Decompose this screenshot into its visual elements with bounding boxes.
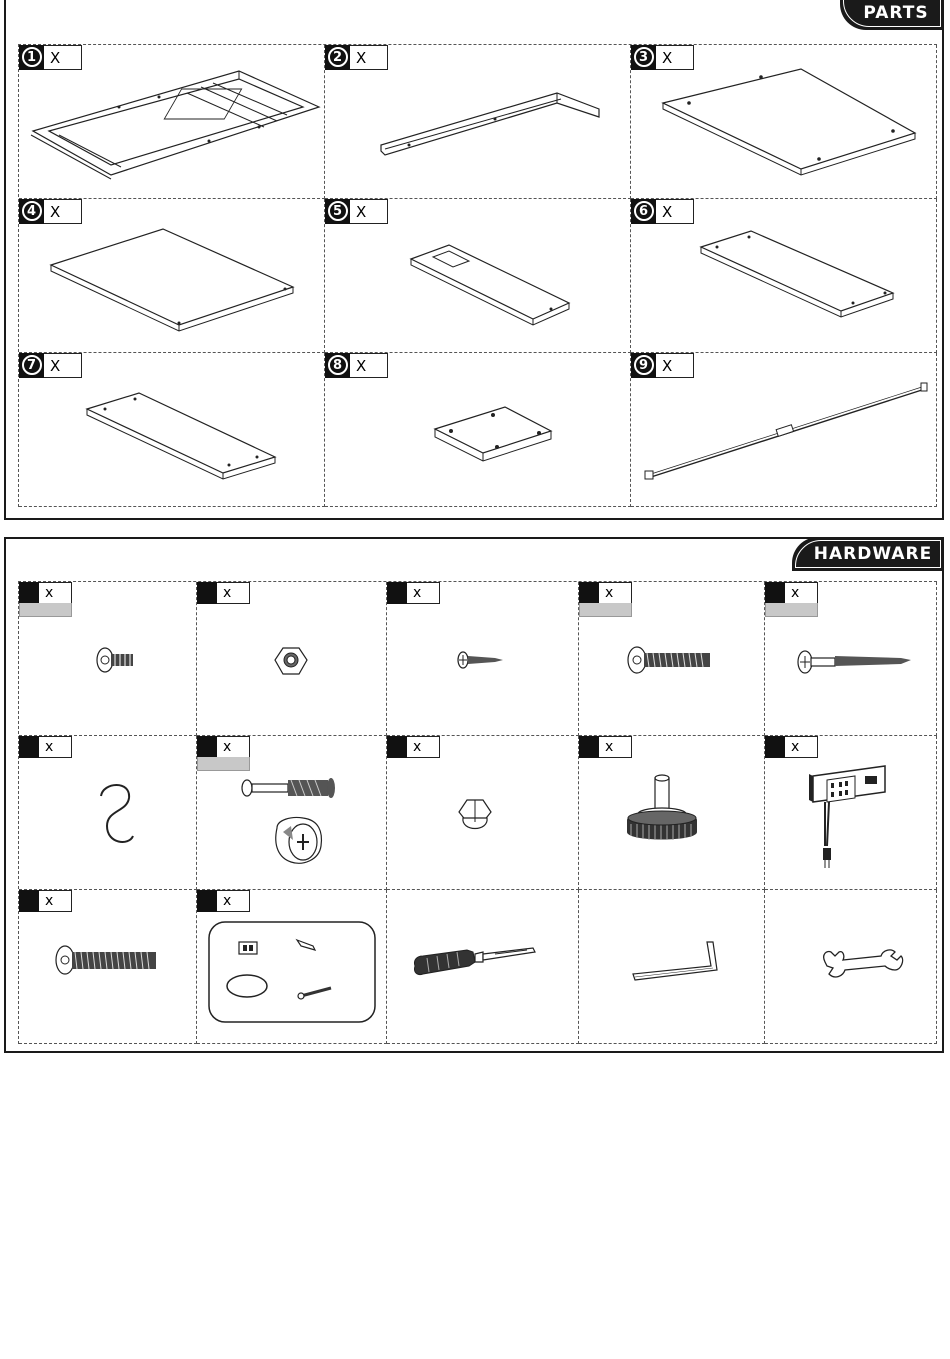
cam-lock-icon [197, 736, 387, 890]
cable-icon [631, 353, 937, 507]
hardware-qty-label: x [19, 582, 72, 604]
part-cell-1 [19, 45, 325, 199]
hardware-qty-label: x [19, 736, 72, 758]
hardware-cell-15 [765, 890, 937, 1044]
s-hook-icon [19, 736, 197, 890]
part-cell-5 [325, 199, 631, 353]
long-bolt-icon [579, 582, 765, 736]
hex-nut-icon [197, 582, 387, 736]
hardware-cell-10 [765, 736, 937, 890]
part-qty-label: 2 X [325, 45, 388, 70]
part-cell-9 [631, 353, 937, 507]
part-qty-label: 4 X [19, 199, 82, 224]
power-outlet-icon [765, 736, 937, 890]
leveling-foot-icon [579, 736, 765, 890]
hardware-qty-label: x [197, 582, 250, 604]
part-cell-8 [325, 353, 631, 507]
hardware-cell-6 [19, 736, 197, 890]
hardware-cell-14 [579, 890, 765, 1044]
hardware-qty-label: x [765, 582, 818, 604]
parts-tab: PARTS [840, 0, 944, 30]
panel-icon [631, 45, 937, 199]
part-qty-label: 5 X [325, 199, 388, 224]
part-cell-6 [631, 199, 937, 353]
parts-grid [18, 44, 937, 507]
part-cell-7 [19, 353, 325, 507]
hardware-cell-1 [19, 582, 197, 736]
wall-anchor-kit-icon [197, 890, 387, 1044]
hardware-cell-8 [387, 736, 579, 890]
hardware-cell-9 [579, 736, 765, 890]
hardware-qty-label: x [197, 890, 250, 912]
hardware-cell-12 [197, 890, 387, 1044]
hardware-cell-11 [19, 890, 197, 1044]
board-icon [19, 353, 325, 507]
board-icon [631, 199, 937, 353]
wrench-icon [765, 890, 937, 1044]
panel-icon [19, 199, 325, 353]
hardware-cell-3 [387, 582, 579, 736]
hardware-qty-label: x [387, 582, 440, 604]
hardware-cell-7 [197, 736, 387, 890]
part-cell-4 [19, 199, 325, 353]
parts-panel [4, 0, 944, 520]
hardware-cell-13 [387, 890, 579, 1044]
hardware-cell-5 [765, 582, 937, 736]
short-bolt-icon [19, 582, 197, 736]
part-cell-2 [325, 45, 631, 199]
hardware-cell-2 [197, 582, 387, 736]
hardware-qty-label: x [197, 736, 250, 758]
hardware-tab: HARDWARE [792, 537, 944, 571]
hardware-panel [4, 537, 944, 1053]
hardware-qty-label: x [579, 582, 632, 604]
part-qty-label: 7 X [19, 353, 82, 378]
machine-bolt-icon [19, 890, 197, 1044]
hardware-qty-label: x [765, 736, 818, 758]
wood-screw-icon [765, 582, 937, 736]
hardware-grid [18, 581, 937, 1044]
part-qty-label: 6 X [631, 199, 694, 224]
hardware-cell-4 [579, 582, 765, 736]
screwdriver-icon [387, 890, 579, 1044]
part-qty-label: 8 X [325, 353, 388, 378]
hardware-qty-label: x [19, 890, 72, 912]
part-cell-3 [631, 45, 937, 199]
rail-icon [325, 45, 631, 199]
frame-icon [19, 45, 325, 199]
part-qty-label: 3 X [631, 45, 694, 70]
hardware-qty-label: x [579, 736, 632, 758]
plate-icon [325, 353, 631, 507]
allen-key-icon [579, 890, 765, 1044]
cap-nut-icon [387, 736, 579, 890]
small-screw-icon [387, 582, 579, 736]
part-qty-label: 1 X [19, 45, 82, 70]
slotted-board-icon [325, 199, 631, 353]
part-qty-label: 9 X [631, 353, 694, 378]
hardware-qty-label: x [387, 736, 440, 758]
